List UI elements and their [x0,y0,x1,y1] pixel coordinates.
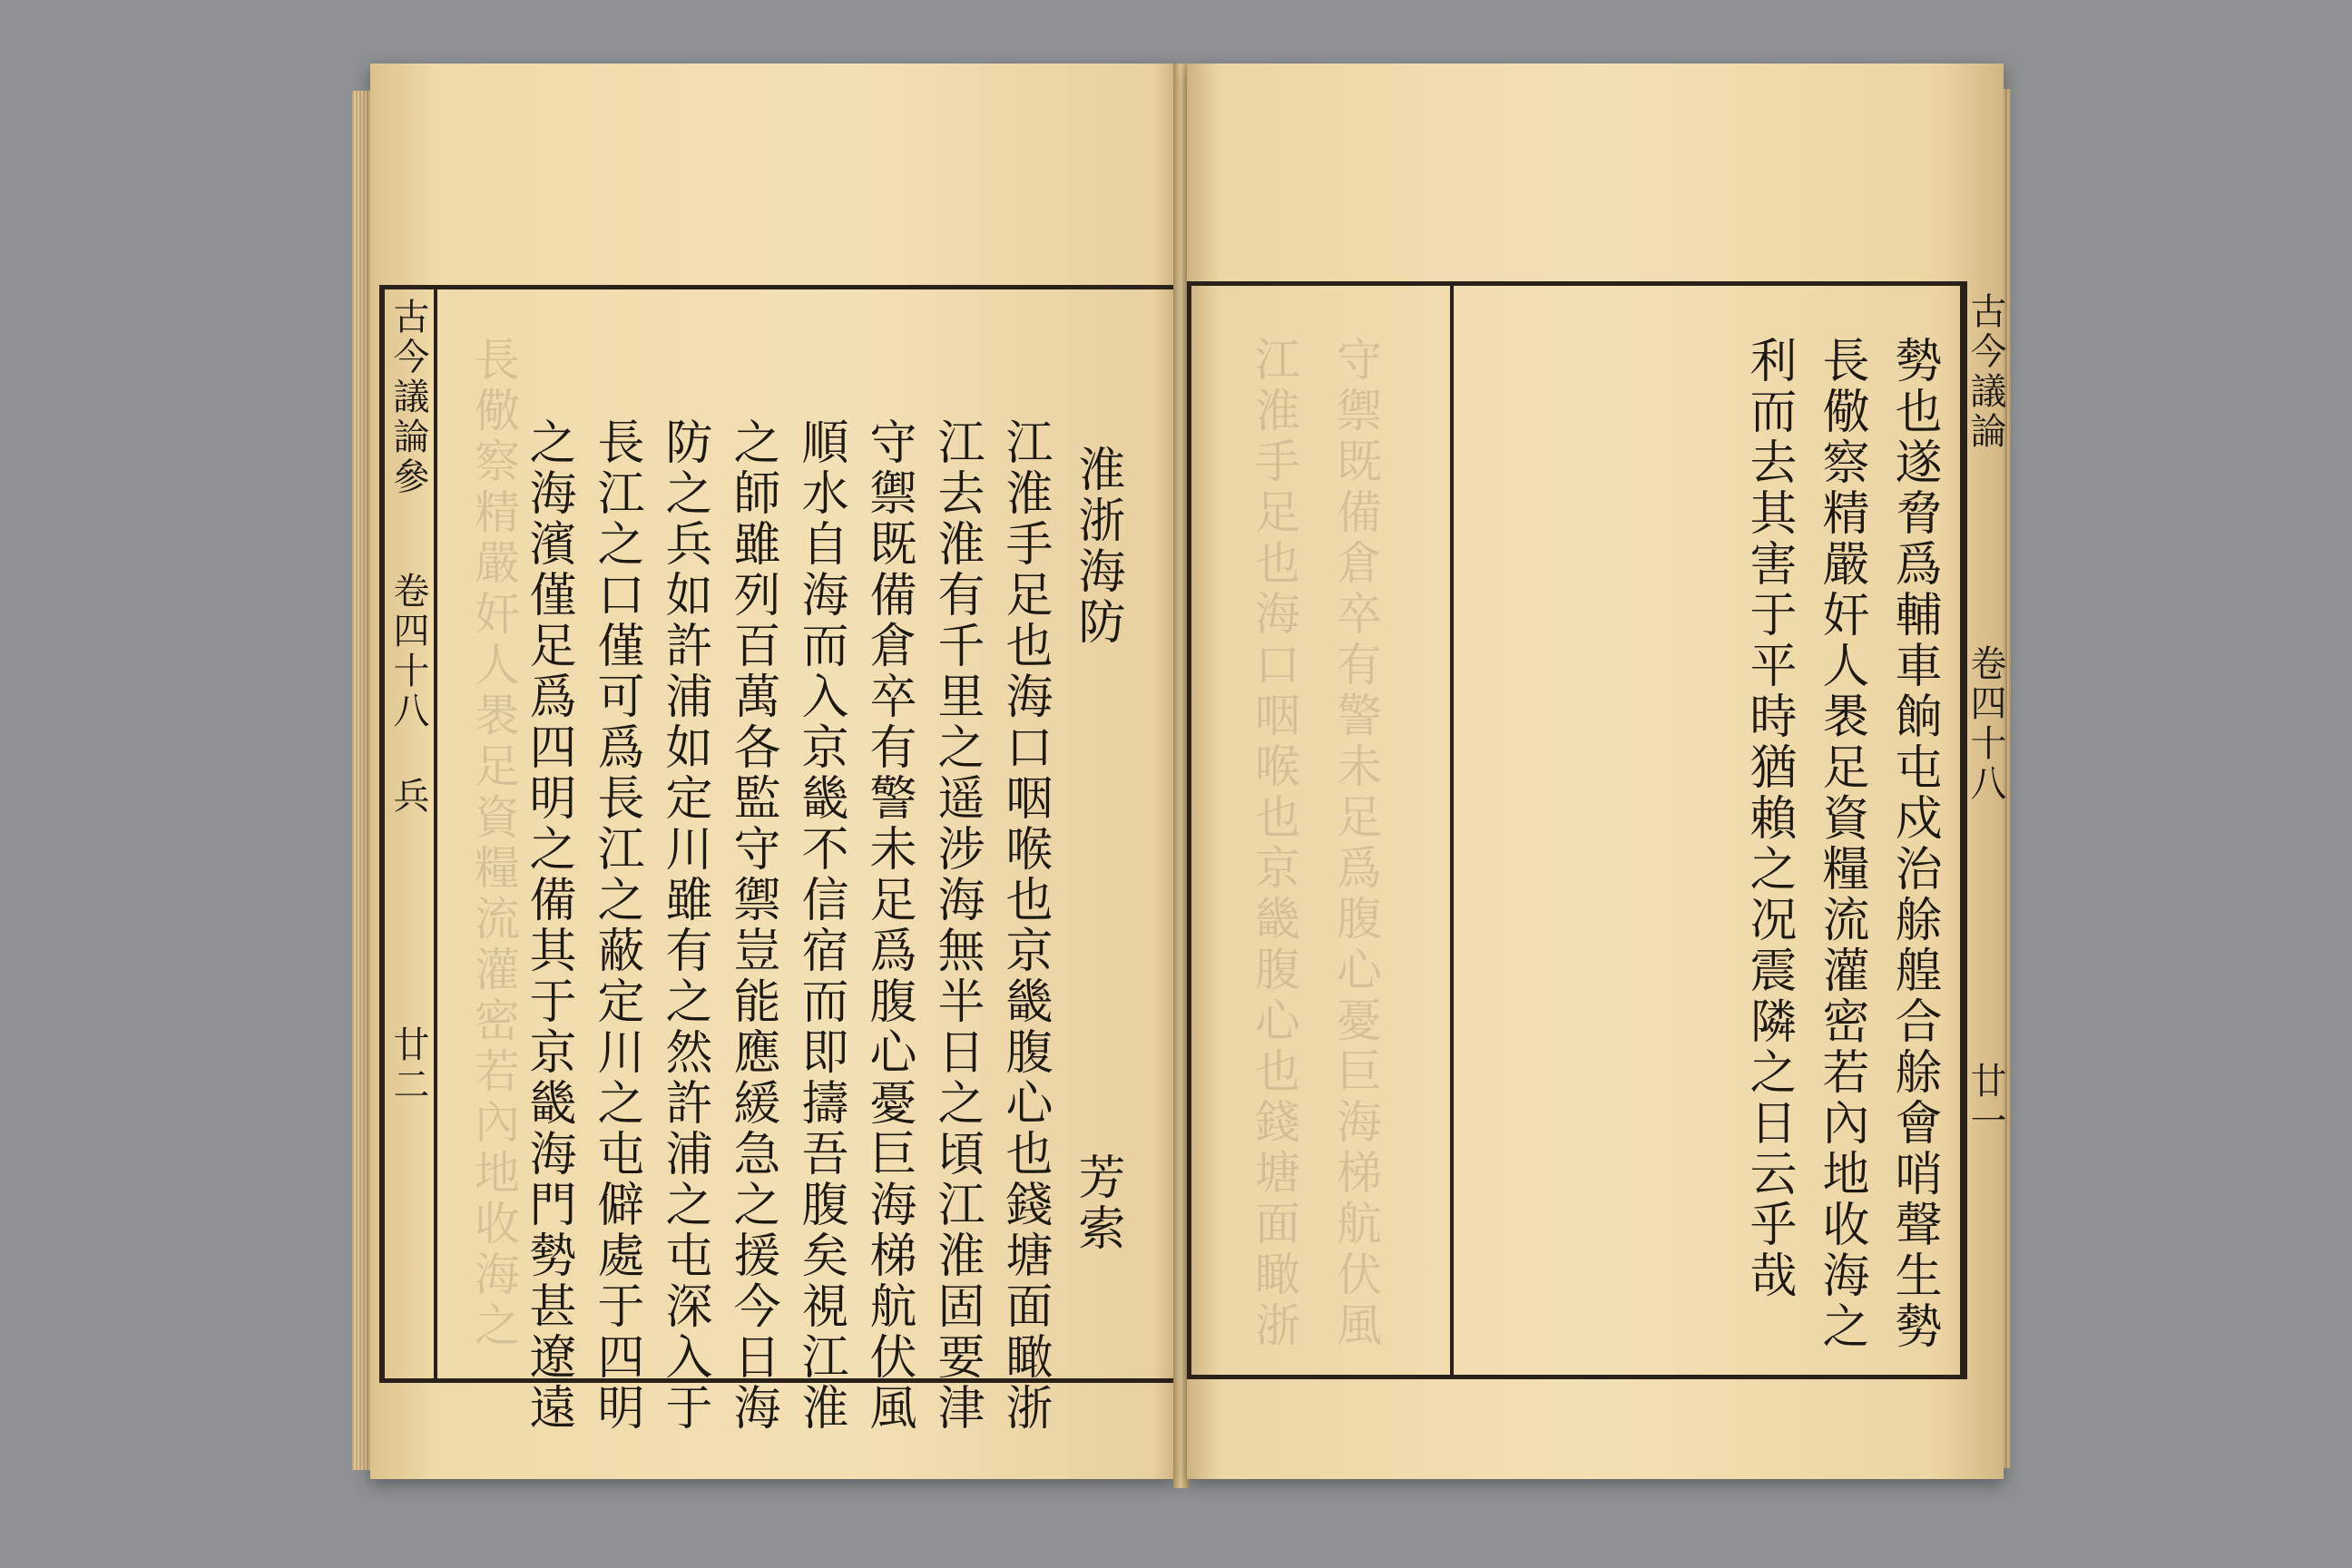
center-column-title: 古今議論 [1965,292,2006,452]
show-through-text: 守禦既備倉卒有警未足爲腹心憂巨海梯航伏風 [1329,336,1382,1352]
frame-rule [434,285,437,1378]
left-page [370,64,1178,1479]
text-column: 防之兵如許浦如定川雖有之然許浦之屯深入于 [657,417,711,1434]
text-column: 長儆察精嚴奸人褁足資糧流灌密若內地收海之 [1814,336,1868,1352]
center-column-detail: 卷四十八 [1965,644,2006,804]
show-through-text: 長儆察精嚴奸人褁足資糧流灌密若內地收海之 [467,336,520,1352]
text-column: 守禦既備倉卒有警未足爲腹心憂巨海梯航伏風 [861,417,916,1434]
text-column: 之海濱僅足爲四明之備其于京畿海門勢甚遼遠 [521,417,575,1434]
center-column-detail: 卷四十八 兵 [387,572,429,817]
frame-rule [1960,281,1964,1375]
author: 芳索 [1070,1152,1124,1254]
center-page-number: 廿二 [387,1025,429,1105]
text-column: 勢也遂脅爲輔車餉屯戍治艅艎合艅會哨聲生勢 [1886,336,1941,1352]
text-column: 利而去其害于平時猶賴之况震隣之日云乎哉 [1741,336,1796,1301]
center-column-title: 古今議論參 [387,298,429,497]
page-stack-left-edge [352,91,372,1470]
section-title: 淮浙海防 [1070,445,1124,648]
open-book [352,64,2004,1497]
center-page-number: 廿一 [1965,1062,2006,1142]
right-page [1187,64,2004,1479]
frame-rule [381,285,385,1378]
frame-rule [1450,281,1454,1375]
text-column: 長江之口僅可爲長江之蔽定川之屯僻處于四明 [589,417,643,1434]
text-column: 之師雖列百萬各監守禦豈能應緩急之援今日海 [725,417,779,1434]
text-column: 江淮手足也海口咽喉也京畿腹心也錢塘面瞰浙 [997,417,1052,1434]
text-column: 順水自海而入京畿不信宿而即擣吾腹矣視江淮 [793,417,848,1434]
show-through-text: 江淮手足也海口咽喉也京畿腹心也錢塘面瞰浙 [1248,336,1300,1352]
text-column: 江去淮有千里之遥涉海無半日之頃江淮固要津 [929,417,984,1434]
